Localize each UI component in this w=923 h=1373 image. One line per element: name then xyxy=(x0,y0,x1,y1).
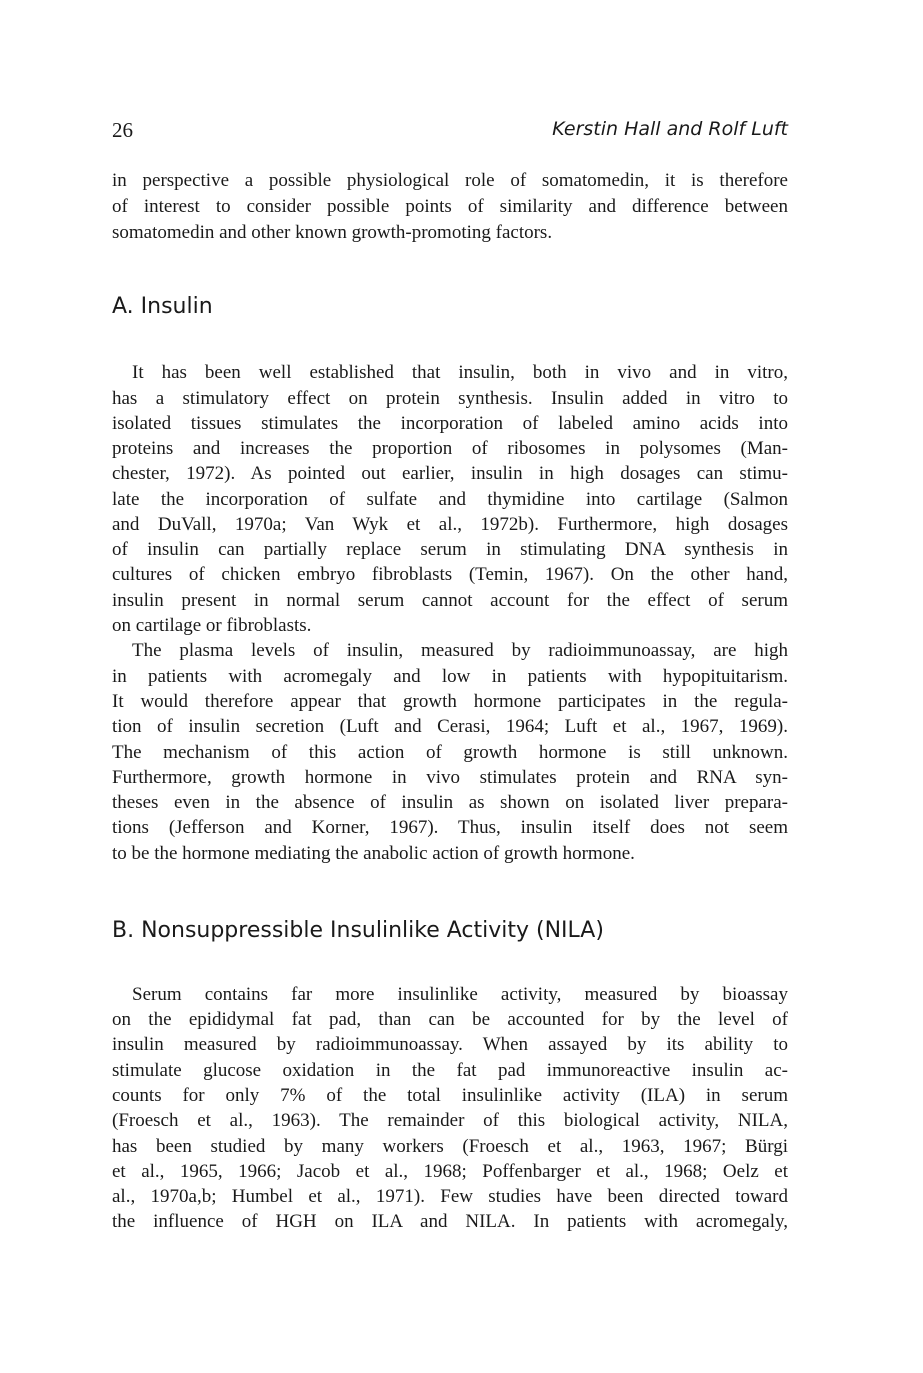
text-line: somatomedin and other known growth-promoting factors. xyxy=(112,222,553,243)
text-line: late the incorporation of sulfate and thymidine into cartilage (Salmon xyxy=(112,489,788,510)
text-line: Furthermore, growth hormone in vivo stimulates protein and RNA syn- xyxy=(112,767,788,788)
text-line: in perspective a possible physiological role of somatomedin, it is therefore xyxy=(112,170,788,191)
text-line: It has been well established that insulin, both in vivo and in vitro, xyxy=(132,362,788,383)
text-line: insulin present in normal serum cannot account for the effect of serum xyxy=(112,590,788,611)
text-line: in patients with acromegaly and low in patients with hypopituitarism. xyxy=(112,666,788,687)
text-line: of interest to consider possible points of similarity and difference between xyxy=(112,196,788,217)
section-heading-insulin: A. Insulin xyxy=(112,294,213,319)
text-line: has a stimulatory effect on protein synthesis. Insulin added in vitro to xyxy=(112,388,788,409)
text-line: The plasma levels of insulin, measured by radioimmunoassay, are high xyxy=(132,640,788,661)
section-heading-nila: B. Nonsuppressible Insulinlike Activity (NILA) xyxy=(112,918,604,943)
text-line: of insulin can partially replace serum in stimulating DNA synthesis in xyxy=(112,539,788,560)
text-line: isolated tissues stimulates the incorporation of labeled amino acids into xyxy=(112,413,788,434)
page-header xyxy=(112,118,788,148)
text-line: The mechanism of this action of growth hormone is still unknown. xyxy=(112,742,788,763)
text-line: on cartilage or fibroblasts. xyxy=(112,615,312,636)
page-number: 26 xyxy=(112,118,133,142)
text-line: chester, 1972). As pointed out earlier, insulin in high dosages can stimu- xyxy=(112,463,788,484)
text-line: to be the hormone mediating the anabolic action of growth hormone. xyxy=(112,843,635,864)
text-line: Serum contains far more insulinlike activity, measured by bioassay xyxy=(132,984,788,1005)
text-line: on the epididymal fat pad, than can be accounted for by the level of xyxy=(112,1009,788,1030)
text-line: the influence of HGH on ILA and NILA. In patients with acromegaly, xyxy=(112,1211,788,1232)
text-line: counts for only 7% of the total insulinlike activity (ILA) in serum xyxy=(112,1085,788,1106)
text-line: It would therefore appear that growth hormone participates in the regula- xyxy=(112,691,788,712)
text-line: insulin measured by radioimmunoassay. When assayed by its ability to xyxy=(112,1034,788,1055)
text-line: theses even in the absence of insulin as shown on isolated liver prepara- xyxy=(112,792,788,813)
text-line: al., 1970a,b; Humbel et al., 1971). Few studies have been directed toward xyxy=(112,1186,788,1207)
text-line: proteins and increases the proportion of ribosomes in polysomes (Man- xyxy=(112,438,788,459)
text-line: has been studied by many workers (Froesch et al., 1963, 1967; Bürgi xyxy=(112,1136,788,1157)
text-line: tion of insulin secretion (Luft and Cerasi, 1964; Luft et al., 1967, 1969). xyxy=(112,716,788,737)
text-line: stimulate glucose oxidation in the fat pad immunoreactive insulin ac- xyxy=(112,1060,788,1081)
text-line: tions (Jefferson and Korner, 1967). Thus, insulin itself does not seem xyxy=(112,817,788,838)
text-line: and DuVall, 1970a; Van Wyk et al., 1972b). Furthermore, high dosages xyxy=(112,514,788,535)
running-head: Kerstin Hall and Rolf Luft xyxy=(552,118,788,140)
text-line: et al., 1965, 1966; Jacob et al., 1968; Poffenbarger et al., 1968; Oelz et xyxy=(112,1161,788,1182)
text-line: (Froesch et al., 1963). The remainder of this biological activity, NILA, xyxy=(112,1110,788,1131)
text-line: cultures of chicken embryo fibroblasts (Temin, 1967). On the other hand, xyxy=(112,564,788,585)
